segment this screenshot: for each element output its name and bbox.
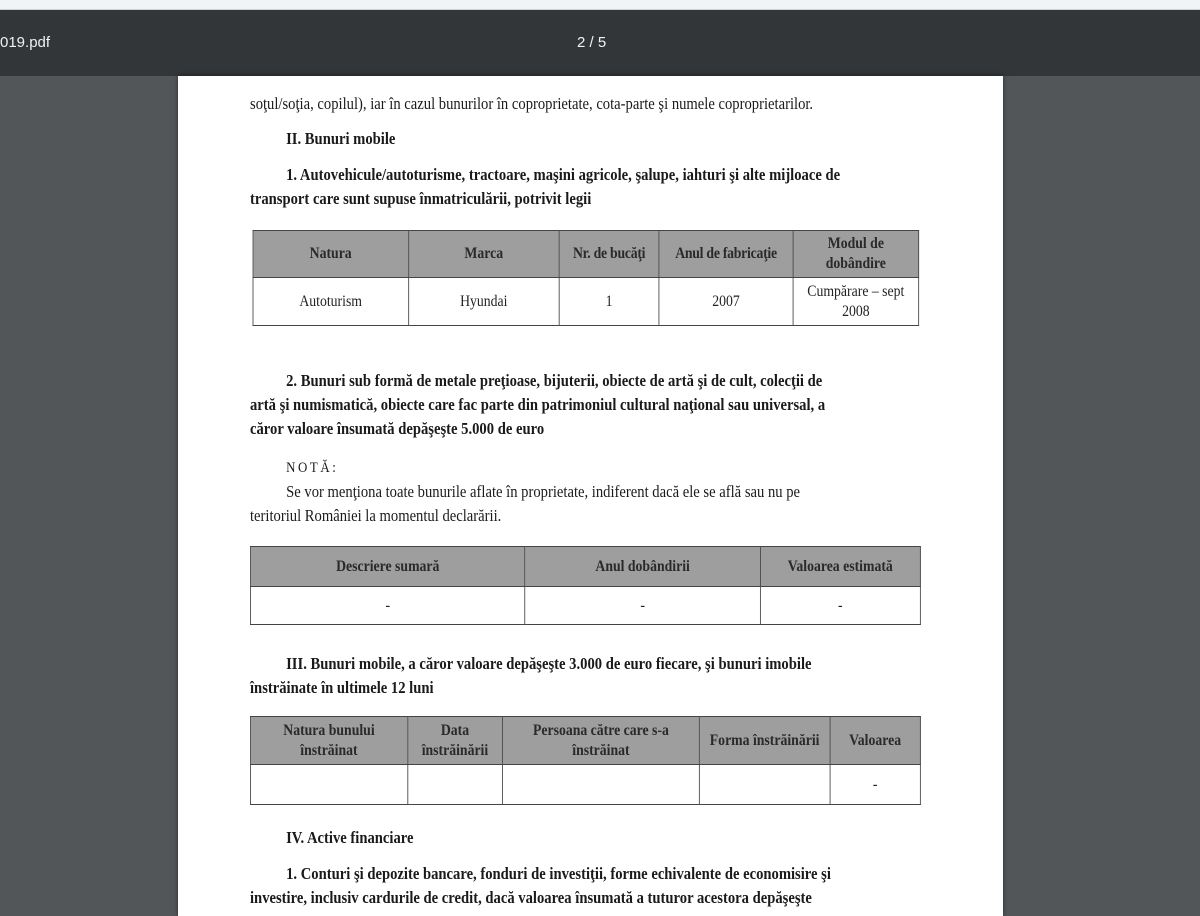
alienated-cell-valoarea: -	[830, 765, 921, 805]
vehicles-cell-marca: Hyundai	[408, 278, 559, 326]
section-ii-title: II. Bunuri mobile	[286, 129, 396, 148]
vehicles-cell-nr: 1	[559, 278, 659, 326]
intro-line: soţul/soţia, copilul), iar în cazul bunurilor în coproprietate, cota-parte şi numele coproprietarilor.	[250, 94, 814, 113]
pdf-viewer-toolbar	[0, 10, 1200, 76]
valuables-header-valoarea: Valoarea estimată	[760, 547, 920, 587]
table-row	[250, 587, 920, 625]
alienated-cell-persoana	[502, 765, 699, 805]
page-indicator[interactable]: 2 / 5	[577, 34, 607, 51]
alienated-header-natura: Natura bunului înstrăinat	[250, 717, 407, 765]
alienated-table	[250, 716, 921, 805]
item1-line2: transport care sunt supuse înmatriculării, potrivit legii	[250, 189, 592, 208]
valuables-cell-anul: -	[525, 587, 760, 625]
note-line2: teritoriul României la momentul declarării.	[250, 506, 502, 525]
alienated-cell-data	[407, 765, 502, 805]
item-iv1-line1: 1. Conturi şi depozite bancare, fonduri de investiţii, forme echivalente de economisire şi	[286, 864, 831, 883]
browser-top-strip	[0, 0, 1200, 10]
table-row	[253, 278, 919, 326]
item-iv1-line2: investire, inclusiv cardurile de credit, dacă valoarea însumată a tuturor acestora depăşeşte	[250, 888, 812, 907]
section-iii-line1: III. Bunuri mobile, a căror valoare depăşeşte 3.000 de euro fiecare, şi bunuri imobile	[286, 654, 812, 673]
note-line1: Se vor menţiona toate bunurile aflate în proprietate, indiferent dacă ele se află sau nu pe	[286, 482, 801, 501]
vehicles-cell-anul: 2007	[659, 278, 793, 326]
vehicles-header-marca: Marca	[408, 231, 559, 278]
alienated-header-data: Data înstrăinării	[407, 717, 502, 765]
section-iii-line2: înstrăinate în ultimele 12 luni	[250, 678, 434, 697]
vehicles-table	[253, 230, 920, 326]
alienated-header-persoana: Persoana către care s-a înstrăinat	[502, 717, 699, 765]
pdf-page	[178, 76, 1003, 916]
alienated-cell-natura	[250, 765, 407, 805]
vehicles-header-modul: Modul de dobândire	[793, 231, 919, 278]
note-label: NOTĂ:	[286, 460, 339, 476]
item2-line2: artă şi numismatică, obiecte care fac parte din patrimoniul cultural naţional sau universal, a	[250, 395, 826, 414]
table-row	[250, 765, 920, 805]
alienated-header-valoarea: Valoarea	[830, 717, 921, 765]
section-iv-title: IV. Active financiare	[286, 828, 414, 847]
alienated-header-forma: Forma înstrăinării	[699, 717, 829, 765]
vehicles-cell-modul: Cumpărare – sept 2008	[793, 278, 919, 326]
alienated-cell-forma	[699, 765, 829, 805]
vehicles-header-nr: Nr. de bucăţi	[559, 231, 659, 278]
valuables-cell-valoarea: -	[760, 587, 920, 625]
file-name: 019.pdf	[0, 34, 51, 51]
valuables-header-descriere: Descriere sumară	[250, 547, 525, 587]
valuables-cell-descriere: -	[250, 587, 525, 625]
vehicles-header-anul: Anul de fabricaţie	[659, 231, 793, 278]
vehicles-header-natura: Natura	[253, 231, 408, 278]
valuables-header-anul: Anul dobândirii	[525, 547, 760, 587]
item2-line1: 2. Bunuri sub formă de metale preţioase, bijuterii, obiecte de artă şi de cult, colecţii de	[286, 371, 823, 390]
item1-line1: 1. Autovehicule/autoturisme, tractoare, maşini agricole, şalupe, iahturi şi alte mijloace de	[286, 165, 841, 184]
vehicles-cell-natura: Autoturism	[253, 278, 408, 326]
item2-line3: căror valoare însumată depăşeşte 5.000 de euro	[250, 419, 545, 438]
valuables-table	[250, 546, 921, 625]
